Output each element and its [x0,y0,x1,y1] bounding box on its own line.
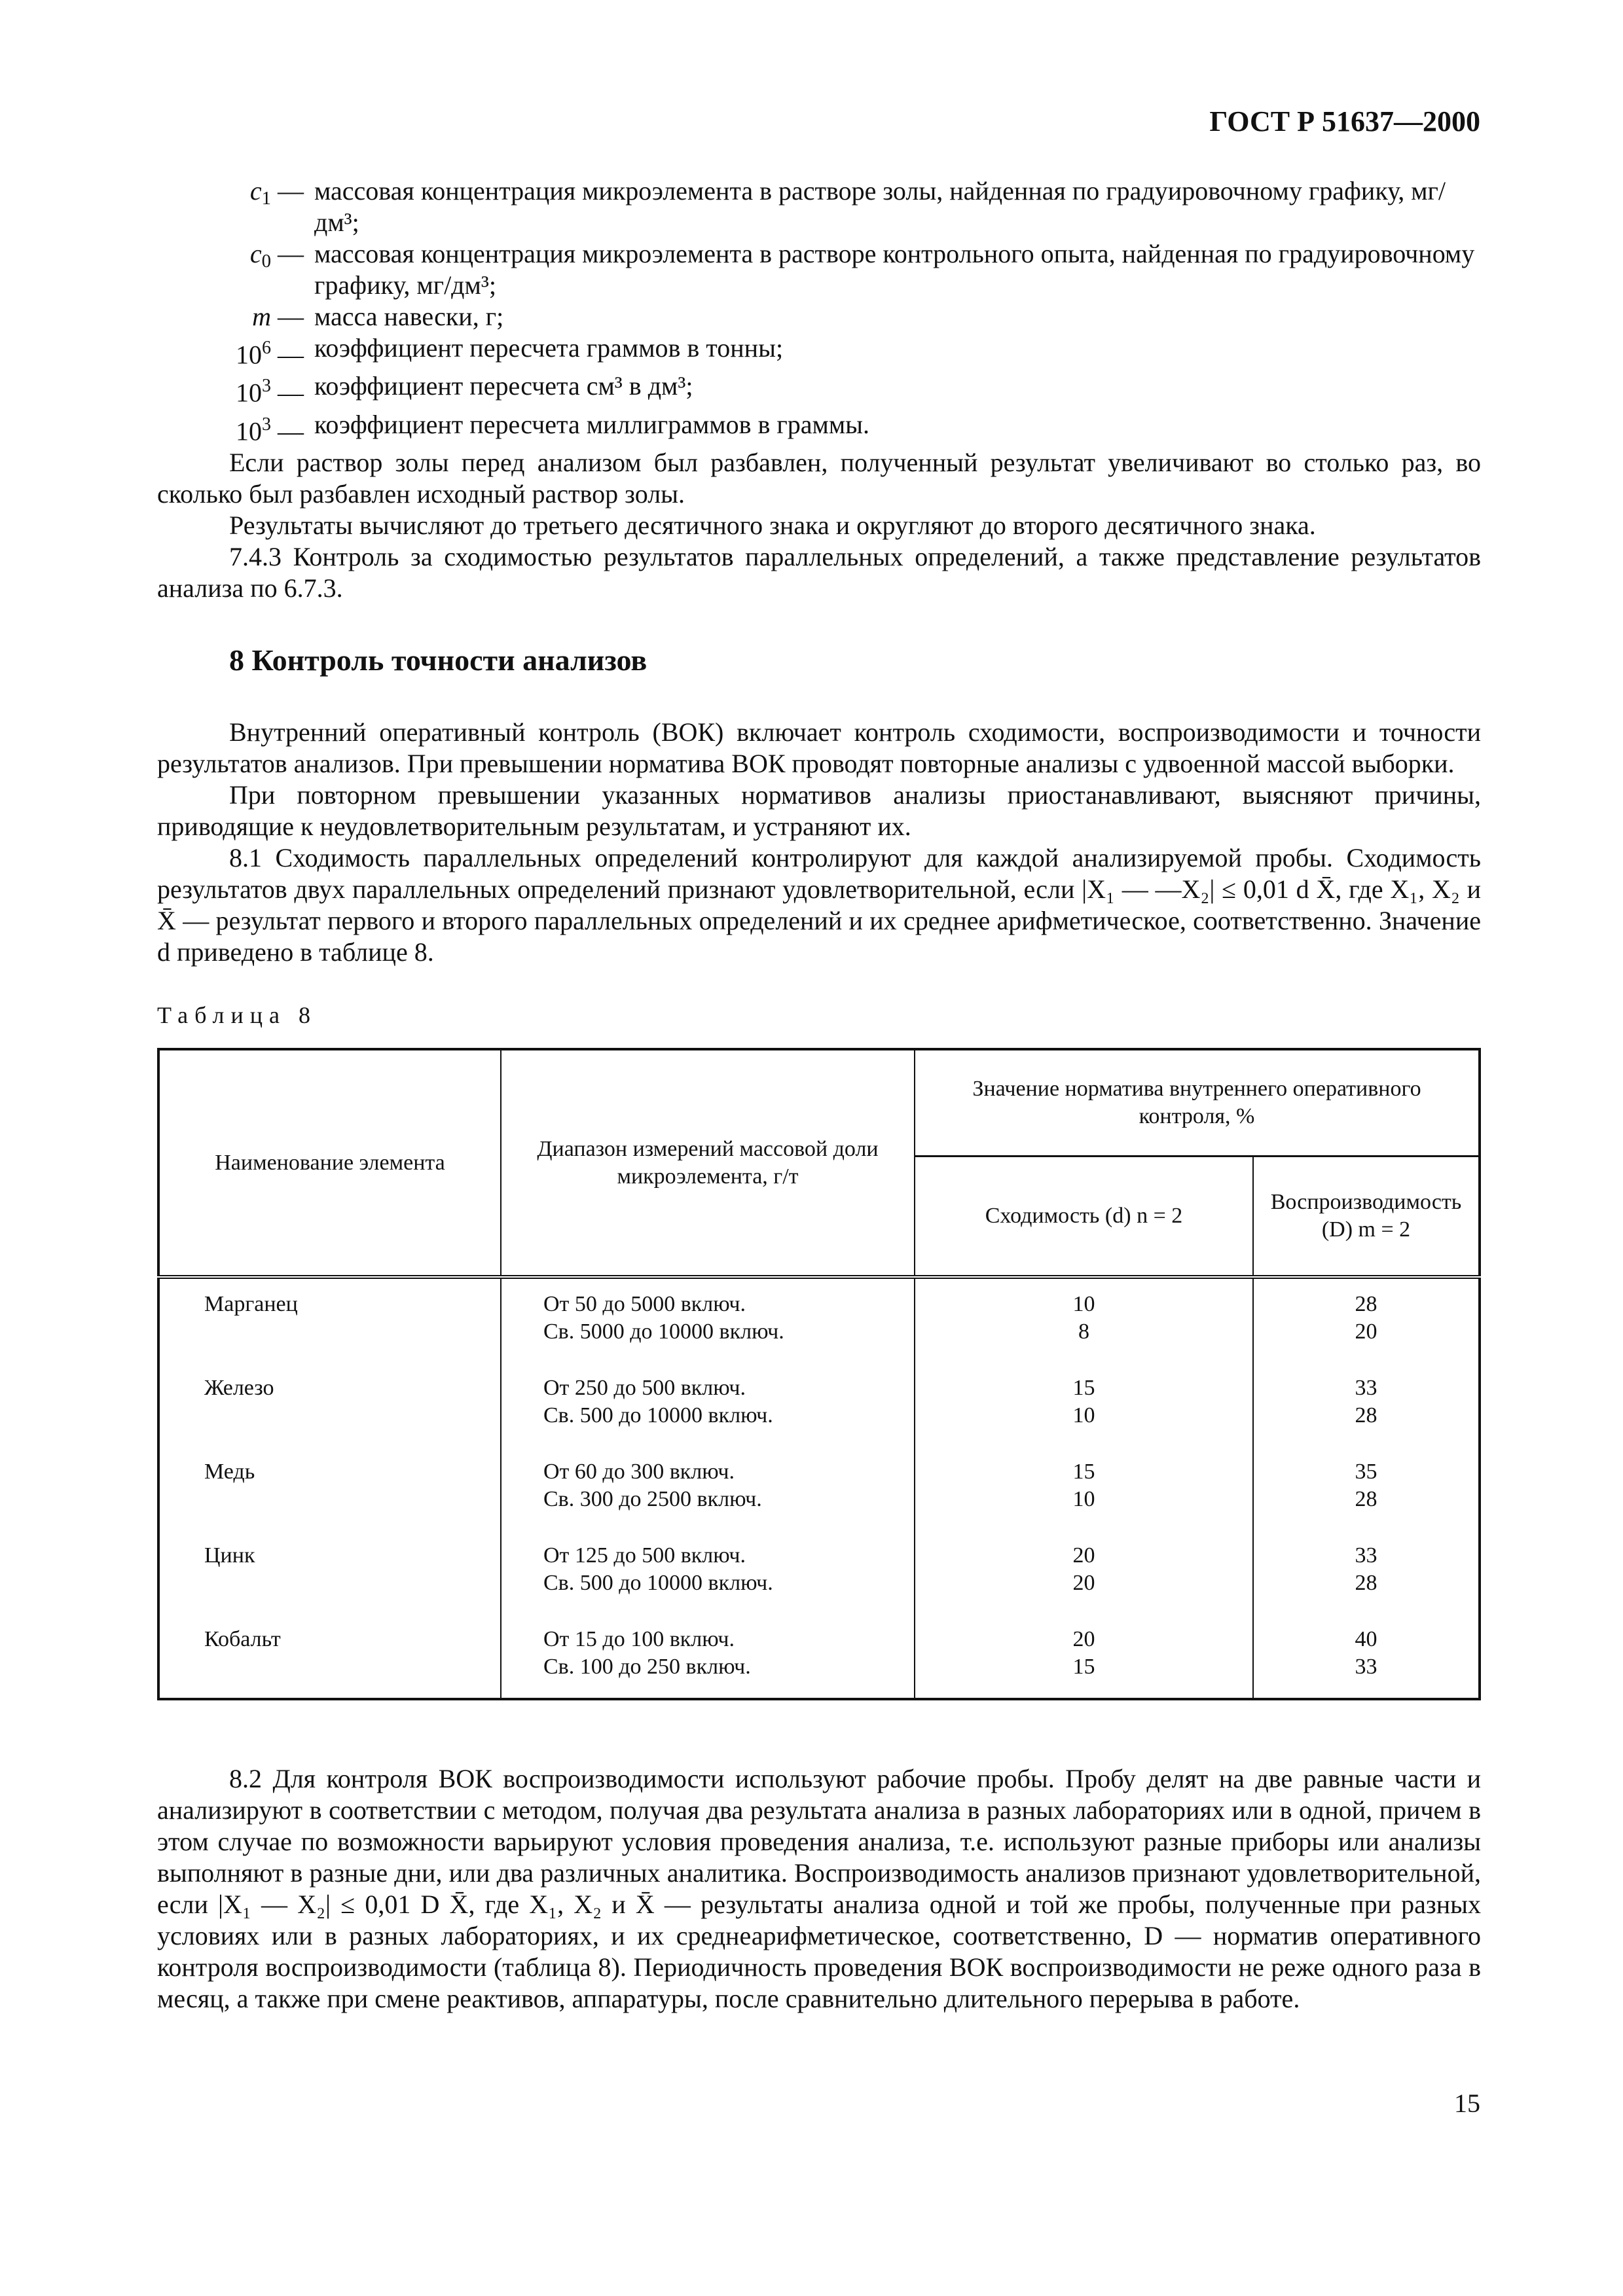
cell-D: 33 28 [1253,1363,1480,1446]
cell-D: 40 33 [1253,1614,1480,1699]
definition-text: масса навески, г; [314,302,504,331]
definition-text: массовая концентрация микроэлемента в растворе золы, найденная по градуировочному графику, мг/дм³; [314,176,1446,237]
document-code-header: ГОСТ Р 51637—2000 [1209,105,1480,137]
header-range: Диапазон измерений массовой доли микроэлемента, г/т [501,1049,915,1277]
definition-symbol: $10^3$ — [236,414,304,446]
definition-symbol: m — [252,302,304,331]
definition-symbol: $c_1$ — [249,176,304,209]
cell-element: Кобальт [158,1614,501,1699]
cell-range: От 15 до 100 включ. Св. 100 до 250 включ. [501,1614,915,1699]
cell-D: 35 28 [1253,1446,1480,1530]
cell-d: 20 15 [915,1614,1253,1699]
paragraph-dilution: Если раствор золы перед анализом был разбавлен, полученный результат увеличивают во столько раз, во сколько был разбавлен исходный раствор золы. [157,448,1481,509]
cell-range: От 60 до 300 включ. Св. 300 до 2500 включ. [501,1446,915,1530]
cell-d: 20 20 [915,1530,1253,1614]
table-row [158,1614,1480,1699]
cell-D: 33 28 [1253,1530,1480,1614]
definition-10e3-mass [157,409,1481,447]
page-number: 15 [1454,2089,1480,2118]
page-content [157,175,1481,2015]
cell-D: 28 20 [1253,1277,1480,1363]
cell-d: 10 8 [915,1277,1253,1363]
cell-range: От 250 до 500 включ. Св. 500 до 10000 включ. [501,1363,915,1446]
cell-range: От 50 до 5000 включ. Св. 5000 до 10000 включ. [501,1277,915,1363]
definition-text: коэффициент пересчета граммов в тонны; [314,333,784,363]
paragraph-rounding: Результаты вычисляют до третьего десятичного знака и округляют до второго десятичного знака. [229,511,1316,541]
norms-table [157,1048,1481,1700]
definition-text: коэффициент пересчета см³ в дм³; [314,371,693,401]
definition-text: коэффициент пересчета миллиграммов в граммы. [314,409,870,439]
paragraph-vok-repeat: При повторном превышении указанных нормативов анализы приостанавливают, выясняют причины, приводящие к неудовлетворительным результатам, и устраняют их. [157,780,1481,842]
cell-d: 15 10 [915,1363,1253,1446]
table-caption: Таблица 8 [157,1002,317,1029]
definition-c1 [157,175,1481,238]
definition-c0 [157,238,1481,301]
definition-10e6 [157,332,1481,370]
table-row [158,1363,1480,1446]
header-convergence: Сходимость (d) n = 2 [915,1157,1253,1278]
definition-symbol: $10^6$ — [236,338,304,370]
definitions-list [157,175,1481,447]
table-row [158,1530,1480,1614]
cell-element: Железо [158,1363,501,1446]
definition-10e3-volume [157,370,1481,408]
header-reproducibility: Воспроизводимость (D) m = 2 [1253,1157,1480,1278]
cell-d: 15 10 [915,1446,1253,1530]
paragraph-8-2: 8.2 Для контроля ВОК воспроизводимости используют рабочие пробы. Пробу делят на две равные части и анализируют в соответствии с методом, получая два результата анализа в разных лабораториях или в одной, причем в этом случае по возможности варьируют условия проведения анализа, т.е. используют разные приборы или анализы выполняют в разные дни, или два различных аналитика. Воспроизводимость анализов признают удовлетворительной, если |X₁ — X₂| ≤ 0,01 D X̄, где X₁, X₂ и X̄ — результаты анализа одной и той же пробы, полученные при разных условиях или в разных лабораториях, и их среднеарифметическое, соответственно, D — норматив оперативного контроля воспроизводимости (таблица 8). Периодичность проведения ВОК воспроизводимости не реже одного раза в месяц, а также при смене реактивов, аппаратуры, после сравнительно длительного перерыва в работе. [157,1764,1481,2014]
definition-symbol: $c_0$ — [249,239,304,272]
paragraph-7-4-3: 7.4.3 Контроль за сходимостью результатов параллельных определений, а также представление результатов анализа по 6.7.3. [157,542,1481,603]
cell-element: Цинк [158,1530,501,1614]
definition-text: массовая концентрация микроэлемента в растворе контрольного опыта, найденная по градуировочному графику, мг/дм³; [314,239,1475,300]
paragraph-vok-intro: Внутренний оперативный контроль (ВОК) включает контроль сходимости, воспроизводимости и точности результатов анализов. При превышении норматива ВОК проводят повторные анализы с удвоенной массой выборки. [157,717,1481,779]
definition-m [157,301,1481,332]
table-row [158,1446,1480,1530]
paragraph-8-1: 8.1 Сходимость параллельных определений контролируют для каждой анализируемой пробы. Сходимость результатов двух параллельных определений признают удовлетворительной, если |X₁ — —X₂| ≤ 0,01 d X̄, где X₁, X₂ и X̄ — результат первого и второго параллельных определений и их среднее арифметическое, соответственно. Значение d приведено в таблице 8. [157,843,1481,967]
header-group: Значение норматива внутреннего оперативного контроля, % [915,1049,1480,1157]
cell-range: От 125 до 500 включ. Св. 500 до 10000 включ. [501,1530,915,1614]
definition-symbol: $10^3$ — [236,376,304,408]
table-row [158,1277,1480,1363]
cell-element: Медь [158,1446,501,1530]
cell-element: Марганец [158,1277,501,1363]
header-element: Наименование элемента [158,1049,501,1277]
section-heading: 8 Контроль точности анализов [229,643,647,677]
